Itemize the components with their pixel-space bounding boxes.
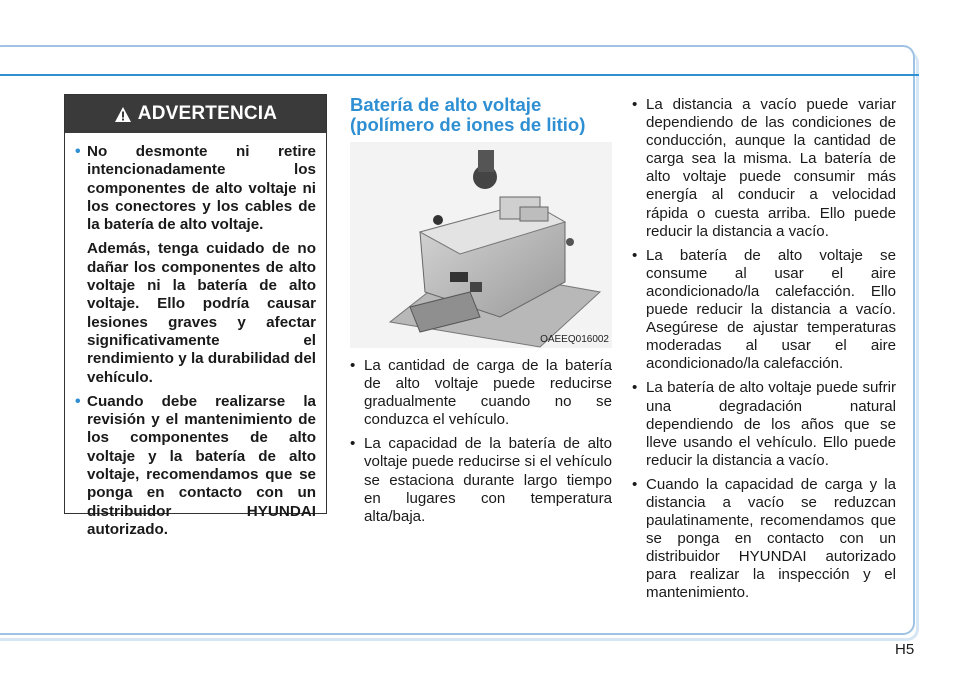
battery-illustration (350, 142, 612, 348)
bullet-dot: • (632, 246, 638, 264)
section-title-line2: (polímero de iones de litio) (350, 114, 586, 135)
range-bullets (632, 96, 896, 609)
warning-item (75, 143, 316, 234)
list-item-text: La cantidad de carga de la batería de alto voltaje puede reducirse gradualmente cuando no se conduzca el vehículo. (364, 357, 612, 429)
section-title (350, 95, 615, 135)
bullet-dot: • (75, 143, 81, 160)
section-title-line1: Batería de alto voltaje (350, 94, 542, 115)
list-item (632, 476, 896, 603)
bullet-dot: • (632, 96, 638, 113)
list-item (350, 435, 612, 525)
bullet-dot: • (75, 392, 81, 410)
list-item-text: La capacidad de la batería de alto voltaje puede reducirse si el vehículo se estaciona durante largo tiempo en lugares con temperatura alta/baja. (364, 435, 612, 525)
image-code: OAEEQ016002 (540, 334, 609, 345)
battery-bullets (350, 357, 612, 532)
header-rule (0, 74, 919, 76)
bullet-dot: • (350, 357, 356, 374)
list-item-text: La batería de alto voltaje puede sufrir una degradación natural dependiendo de los años que se lleve usando el vehículo. Ello puede reducir la distancia a vacío. (646, 379, 896, 469)
bullet-dot: • (632, 379, 638, 397)
warning-box (64, 94, 327, 538)
list-item-text: La distancia a vacío puede variar dependiendo de las condiciones de conducción, aunque la cantidad de carga sea la misma. La batería de alto voltaje puede consumir más energía al conducir a velocidad rápida o cuesta arriba. Ello puede reducir la distancia a vacío. (646, 96, 896, 240)
warning-triangle-icon (114, 106, 132, 123)
bullet-dot: • (350, 435, 356, 453)
list-item-text: La batería de alto voltaje se consume al usar el aire acondicionado/la calefacción. Ello puede reducir la distancia a vacío. Asegúrese de ajustar temperaturas moderadas al usar el aire acondicionado/la calefacción. (646, 246, 896, 373)
warning-item-text: Cuando debe realizarse la revisión y el mantenimiento de los componentes de alto voltaje y la batería de alto voltaje, recomendamos que se ponga en contacto con un distribuidor HYUNDAI autorizado. (87, 392, 316, 538)
battery-photo (350, 142, 612, 348)
list-item (632, 96, 896, 241)
warning-item-extra: Además, tenga cuidado de no dañar los componentes de alto voltaje ni la batería de alto voltaje. Ello podría causar lesiones graves y afectar significativamente el rendimiento y la durabilidad del vehículo. (87, 240, 316, 386)
page-number: H5 (895, 641, 915, 658)
list-item (632, 247, 896, 374)
warning-body (65, 133, 326, 539)
list-item-text: Cuando la capacidad de carga y la distancia a vacío se reduzcan paulatinamente, recomendamos que se ponga en contacto con un distribuidor HYUNDAI autorizado para realizar la inspección y el mantenimiento. (646, 475, 896, 602)
warning-header (65, 95, 326, 133)
warning-item-text: No desmonte ni retire intencionadamente los componentes de alto voltaje ni los conectores y los cables de la batería de alto voltaje. (87, 143, 316, 234)
list-item (350, 357, 612, 429)
list-item (632, 379, 896, 469)
bullet-dot: • (632, 475, 638, 493)
warning-item (75, 393, 316, 539)
warning-title: ADVERTENCIA (137, 103, 278, 124)
